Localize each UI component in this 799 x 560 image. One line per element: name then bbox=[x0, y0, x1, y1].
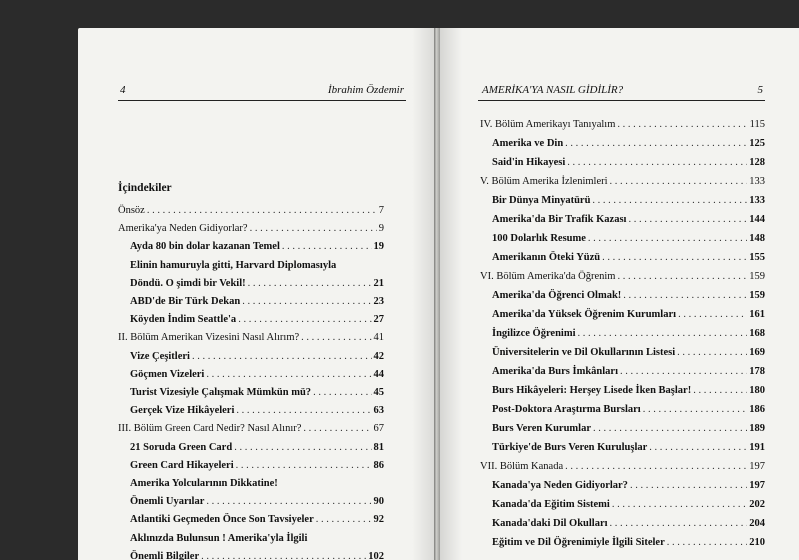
toc-entry-page: 144 bbox=[749, 214, 765, 225]
toc-entry-title: Önsöz bbox=[118, 205, 145, 216]
dot-leader bbox=[588, 232, 747, 245]
toc-entry bbox=[118, 222, 384, 235]
toc-entry-title: Önemli Uyarılar bbox=[130, 496, 205, 508]
dot-leader bbox=[192, 350, 372, 363]
page-number: 5 bbox=[757, 84, 763, 96]
dot-leader bbox=[236, 404, 371, 417]
toc-entry-title: Post-Doktora Araştırma Bursları bbox=[492, 404, 641, 415]
toc-entry bbox=[130, 313, 384, 326]
toc-entry bbox=[492, 517, 765, 530]
toc-entry bbox=[480, 460, 765, 473]
dot-leader bbox=[610, 517, 748, 530]
toc-entry-page: 125 bbox=[749, 138, 765, 149]
left-page bbox=[78, 28, 434, 560]
toc-entry-page: 186 bbox=[749, 404, 765, 415]
toc-entry-page: 27 bbox=[373, 314, 384, 326]
toc-entry-page: 23 bbox=[373, 296, 384, 307]
toc-entry-page: 148 bbox=[749, 233, 765, 244]
dot-leader bbox=[643, 403, 748, 416]
dot-leader bbox=[693, 384, 747, 397]
toc-entry-page: 9 bbox=[378, 223, 384, 235]
dot-leader bbox=[236, 459, 372, 472]
dot-leader bbox=[316, 513, 372, 526]
toc-entry bbox=[130, 513, 384, 526]
page-shadow bbox=[440, 28, 462, 560]
toc-entry-page: 168 bbox=[749, 328, 765, 339]
toc-entry-title: VI. Bölüm Amerika'da Öğrenim bbox=[480, 271, 616, 282]
toc-entry-page: 115 bbox=[749, 119, 765, 130]
dot-leader bbox=[623, 289, 747, 302]
toc-entry-title: Gerçek Vize Hikâyeleri bbox=[130, 405, 235, 417]
dot-leader bbox=[620, 365, 747, 378]
toc-entry-page: 128 bbox=[749, 157, 765, 168]
toc-entry-title: VII. Bölüm Kanada bbox=[480, 461, 564, 472]
toc-entry-title: Amerika'da Yüksek Öğrenim Kurumları bbox=[492, 309, 677, 320]
toc-entry-title: Amerika'da Burs İmkânları bbox=[492, 366, 619, 377]
toc-entry bbox=[492, 251, 765, 264]
toc-entry-page: 19 bbox=[373, 241, 384, 253]
dot-leader bbox=[602, 251, 747, 264]
toc-entry-title: Ayda 80 bin dolar kazanan Temel bbox=[130, 241, 280, 253]
toc-entry-page: 86 bbox=[373, 459, 384, 471]
dot-leader bbox=[313, 386, 371, 399]
toc-entry-page: 159 bbox=[749, 290, 765, 301]
toc-entry-page: 178 bbox=[749, 366, 765, 377]
dot-leader bbox=[238, 313, 371, 326]
toc-heading: İçindekiler bbox=[118, 182, 172, 194]
dot-leader bbox=[617, 118, 747, 131]
toc-entry-title: Aklınızda Bulunsun ! Amerika'yla İlgili bbox=[130, 532, 308, 544]
toc-entry-page: 67 bbox=[373, 423, 384, 435]
dot-leader bbox=[678, 308, 747, 321]
toc-entry bbox=[130, 441, 384, 454]
toc-entry bbox=[492, 213, 765, 226]
toc-entry-page: 161 bbox=[749, 309, 765, 320]
dot-leader bbox=[250, 222, 377, 235]
toc-entry-title: Kanada'da Eğitim Sistemi bbox=[492, 499, 610, 510]
dot-leader bbox=[242, 295, 371, 308]
toc-entry bbox=[130, 532, 384, 545]
toc-entry bbox=[130, 277, 384, 290]
toc-entry bbox=[492, 536, 765, 549]
toc-entry-title: II. Bölüm Amerikan Vizesini Nasıl Alırım? bbox=[118, 332, 300, 344]
dot-leader bbox=[593, 422, 747, 435]
toc-entry-title: Amerika'ya Neden Gidiyorlar? bbox=[118, 223, 248, 235]
header-rule bbox=[118, 100, 406, 101]
toc-entry-page: 90 bbox=[373, 496, 384, 508]
toc-entry bbox=[492, 498, 765, 511]
toc-entry-page: 21 bbox=[373, 277, 384, 289]
toc-entry-page: 202 bbox=[749, 499, 765, 510]
toc-entry-title: Kanada'ya Neden Gidiyorlar? bbox=[492, 480, 628, 491]
dot-leader bbox=[248, 277, 372, 290]
toc-entry-title: V. Bölüm Amerika İzlenimleri bbox=[480, 176, 608, 187]
toc-entry-page: 169 bbox=[749, 347, 765, 358]
header-rule bbox=[478, 100, 765, 101]
toc-entry-title: Göçmen Vizeleri bbox=[130, 368, 205, 380]
toc-entry-title: IV. Bölüm Amerikayı Tanıyalım bbox=[480, 119, 616, 130]
dot-leader bbox=[677, 346, 747, 359]
toc-entry bbox=[130, 404, 384, 417]
toc-entry-page: 210 bbox=[749, 537, 765, 548]
toc-entry-title: ABD'de Bir Türk Dekan bbox=[130, 296, 241, 307]
toc-entry-title: Kanada'daki Dil Okulları bbox=[492, 518, 608, 529]
toc-entry-page: 42 bbox=[373, 350, 384, 362]
dot-leader bbox=[201, 550, 366, 560]
toc-entry bbox=[480, 270, 765, 283]
toc-entry bbox=[492, 422, 765, 435]
dot-leader bbox=[234, 441, 371, 454]
toc-entry-page: 191 bbox=[749, 442, 765, 453]
toc-entry bbox=[492, 289, 765, 302]
toc-entry-page: 92 bbox=[373, 514, 384, 526]
toc-entry bbox=[492, 365, 765, 378]
dot-leader bbox=[578, 327, 748, 340]
dot-leader bbox=[282, 240, 372, 253]
toc-entry-title: Elinin hamuruyla gitti, Harvard Diplomasıyla bbox=[130, 259, 337, 271]
toc-entry bbox=[130, 295, 384, 308]
dot-leader bbox=[667, 536, 748, 549]
dot-leader bbox=[565, 460, 747, 473]
toc-entry-title: Amerika'da Öğrenci Olmak! bbox=[492, 290, 622, 301]
toc-entry bbox=[118, 204, 384, 217]
toc-entry bbox=[492, 403, 765, 416]
toc-entry bbox=[130, 550, 384, 560]
toc-entry-page: 204 bbox=[749, 518, 765, 529]
toc-entry-page: 7 bbox=[378, 205, 384, 216]
toc-entry-title: Turist Vizesiyle Çalışmak Mümkün mü? bbox=[130, 387, 312, 398]
toc-entry-page: 155 bbox=[749, 252, 765, 263]
toc-entry-page: 159 bbox=[749, 271, 765, 282]
page-number: 4 bbox=[120, 84, 126, 96]
toc-entry bbox=[130, 386, 384, 399]
dot-leader bbox=[567, 156, 747, 169]
toc-entry-title: 21 Soruda Green Card bbox=[130, 441, 233, 453]
toc-entry bbox=[130, 259, 384, 272]
toc-entry bbox=[130, 495, 384, 508]
toc-entry bbox=[492, 232, 765, 245]
toc-entry bbox=[492, 346, 765, 359]
toc-entry-page: 45 bbox=[373, 387, 384, 398]
dot-leader bbox=[630, 479, 747, 492]
toc-entry-page: 189 bbox=[749, 423, 765, 434]
toc-entry-title: Atlantiki Geçmeden Önce Son Tavsiyeler bbox=[130, 514, 314, 526]
toc-entry-title: Bir Dünya Minyatürü bbox=[492, 195, 591, 206]
running-head: AMERİKA'YA NASIL GİDİLİR? bbox=[482, 84, 624, 96]
dot-leader bbox=[612, 498, 747, 511]
toc-entry-page: 180 bbox=[749, 385, 765, 396]
toc-entry-title: Türkiye'de Burs Veren Kuruluşlar bbox=[492, 442, 648, 453]
toc-entry bbox=[480, 118, 765, 131]
dot-leader bbox=[617, 270, 747, 283]
toc-entry-page: 102 bbox=[368, 550, 384, 560]
dot-leader bbox=[206, 368, 371, 381]
dot-leader bbox=[565, 137, 747, 150]
toc-entry-page: 197 bbox=[749, 461, 765, 472]
dot-leader bbox=[649, 441, 747, 454]
dot-leader bbox=[592, 194, 747, 207]
toc-entry-title: Önemli Bilgiler bbox=[130, 550, 200, 560]
toc-entry-page: 63 bbox=[373, 405, 384, 417]
toc-entry-title: Eğitim ve Dil Öğrenimiyle İlgili Siteler bbox=[492, 537, 665, 548]
toc-entry bbox=[492, 384, 765, 397]
toc-entry bbox=[130, 350, 384, 363]
toc-entry-title: Burs Hikâyeleri: Herşey Lisede İken Başlar! bbox=[492, 385, 692, 396]
toc-entry-page: 133 bbox=[749, 195, 765, 206]
toc-entry bbox=[118, 331, 384, 344]
toc-entry-title: Vize Çeşitleri bbox=[130, 350, 190, 362]
toc-entry-page: 197 bbox=[749, 480, 765, 491]
toc-entry bbox=[492, 479, 765, 492]
toc-entry bbox=[130, 459, 384, 472]
toc-entry-title: Burs Veren Kurumlar bbox=[492, 423, 591, 434]
dot-leader bbox=[610, 175, 748, 188]
dot-leader bbox=[301, 331, 371, 344]
dot-leader bbox=[303, 422, 371, 435]
toc-entry-title: 100 Dolarlık Resume bbox=[492, 233, 586, 244]
toc-entry bbox=[492, 156, 765, 169]
toc-entry-title: Amerika Yolcularının Dikkatine! bbox=[130, 478, 278, 489]
toc-entry-page: 41 bbox=[373, 332, 384, 344]
toc-entry-title: Döndü. O şimdi bir Vekil! bbox=[130, 277, 246, 289]
toc-entry-title: Said'in Hikayesi bbox=[492, 157, 566, 168]
toc-entry bbox=[130, 477, 384, 490]
toc-entry-page: 133 bbox=[749, 176, 765, 187]
page-shadow bbox=[412, 28, 434, 560]
dot-leader bbox=[147, 204, 377, 217]
right-page bbox=[440, 28, 799, 560]
toc-entry-page: 81 bbox=[373, 441, 384, 453]
toc-entry bbox=[118, 422, 384, 435]
running-head: İbrahim Özdemir bbox=[327, 84, 404, 96]
dot-leader bbox=[628, 213, 747, 226]
toc-entry-title: İngilizce Öğrenimi bbox=[492, 328, 576, 339]
toc-entry-title: Köyden İndim Seattle'a bbox=[130, 314, 237, 326]
toc-entry bbox=[492, 308, 765, 321]
toc-entry-title: Green Card Hikayeleri bbox=[130, 459, 234, 471]
toc-entry bbox=[480, 175, 765, 188]
toc-entry bbox=[492, 441, 765, 454]
toc-entry bbox=[492, 137, 765, 150]
toc-entry bbox=[492, 194, 765, 207]
toc-entry bbox=[130, 240, 384, 253]
toc-entry bbox=[492, 327, 765, 340]
toc-entry-page: 44 bbox=[373, 368, 384, 380]
toc-entry-title: Amerika'da Bir Trafik Kazası bbox=[492, 214, 627, 225]
toc-entry-title: Üniversitelerin ve Dil Okullarının Listesi bbox=[492, 347, 676, 358]
toc-entry-title: Amerika ve Din bbox=[492, 138, 564, 149]
dot-leader bbox=[206, 495, 371, 508]
toc-entry-title: III. Bölüm Green Card Nedir? Nasıl Alınır? bbox=[118, 423, 302, 435]
toc-entry bbox=[130, 368, 384, 381]
toc-entry-title: Amerikanın Öteki Yüzü bbox=[492, 252, 601, 263]
